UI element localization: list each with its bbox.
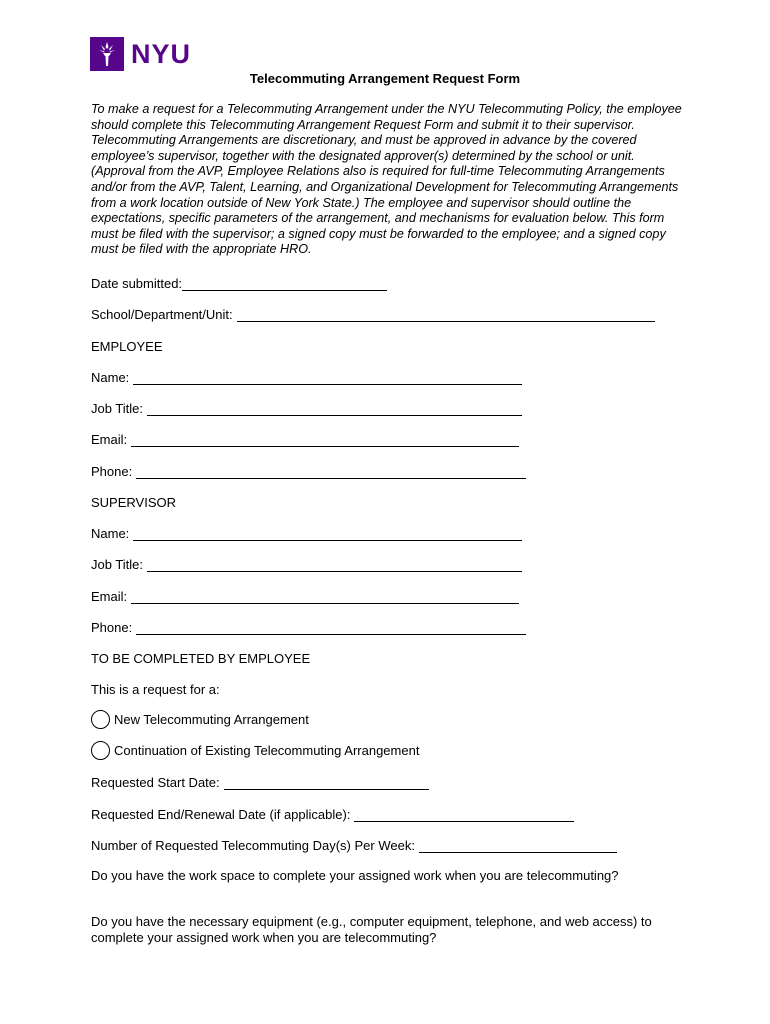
school-label: School/Department/Unit: xyxy=(91,307,233,322)
supervisor-phone-row xyxy=(91,618,526,635)
form-title: Telecommuting Arrangement Request Form xyxy=(249,71,521,86)
employee-name-label: Name: xyxy=(91,370,130,385)
supervisor-phone-field[interactable] xyxy=(136,621,526,635)
employee-phone-field[interactable] xyxy=(136,465,526,479)
supervisor-job-title-label: Job Title: xyxy=(91,557,144,572)
employee-email-row xyxy=(91,430,519,447)
school-field[interactable] xyxy=(237,308,655,322)
end-date-label: Requested End/Renewal Date (if applicable): xyxy=(91,807,351,822)
supervisor-name-label: Name: xyxy=(91,526,130,541)
continuation-arrangement-radio[interactable] xyxy=(91,741,110,760)
employee-phone-label: Phone: xyxy=(91,464,133,479)
supervisor-job-title-row xyxy=(91,555,522,572)
days-per-week-row xyxy=(91,836,617,853)
employee-job-title-label: Job Title: xyxy=(91,401,144,416)
employee-name-row xyxy=(91,368,522,385)
supervisor-heading: SUPERVISOR xyxy=(91,495,177,510)
supervisor-email-label: Email: xyxy=(91,589,128,604)
employee-name-field[interactable] xyxy=(133,371,522,385)
new-arrangement-radio[interactable] xyxy=(91,710,110,729)
continuation-arrangement-label: Continuation of Existing Telecommuting Arrangement xyxy=(114,743,420,758)
supervisor-phone-label: Phone: xyxy=(91,620,133,635)
days-per-week-field[interactable] xyxy=(419,839,617,853)
date-submitted-label: Date submitted: xyxy=(91,276,183,291)
nyu-logo xyxy=(90,37,191,71)
employee-email-label: Email: xyxy=(91,432,128,447)
supervisor-email-row xyxy=(91,587,519,604)
days-per-week-label: Number of Requested Telecommuting Day(s) Per Week: xyxy=(91,838,415,853)
date-submitted-row xyxy=(91,274,387,291)
start-date-field[interactable] xyxy=(224,776,429,790)
employee-phone-row xyxy=(91,462,526,479)
torch-icon xyxy=(90,37,124,71)
new-arrangement-label: New Telecommuting Arrangement xyxy=(114,712,309,727)
workspace-question: Do you have the work space to complete your assigned work when you are telecommuting? xyxy=(91,868,619,883)
equipment-question: Do you have the necessary equipment (e.g., computer equipment, telephone, and web access) to complete your assigned work when you are telecommuting? xyxy=(91,914,652,945)
supervisor-email-field[interactable] xyxy=(131,590,519,604)
employee-section-heading: TO BE COMPLETED BY EMPLOYEE xyxy=(91,651,311,666)
employee-job-title-row xyxy=(91,399,522,416)
request-for-label: This is a request for a: xyxy=(91,682,220,697)
date-submitted-field[interactable] xyxy=(182,277,387,291)
intro-paragraph: To make a request for a Telecommuting Arrangement under the NYU Telecommuting Policy, the employee should complete this Telecommuting Arrangement Request Form and submit it to their supervisor. Telecommuting Arrangements are discretionary, and must be approved in advance by the covered employee’s supervisor, together with the designated approver(s) determined by the school or unit. (Approval from the AVP, Employee Relations also is required for full-time Telecommuting Arrangements and/or from the AVP, Talent, Learning, and Organizational Development for Telecommuting Arrangements from a work location outside of New York State.) The employee and supervisor should outline the expectations, specific parameters of the arrangement, and mechanisms for evaluation below. This form must be filed with the supervisor; a signed copy must be forwarded to the employee; and a signed copy must be filed with the appropriate HRO. xyxy=(91,102,682,257)
logo-wordmark: NYU xyxy=(131,39,192,69)
school-row xyxy=(91,305,655,322)
employee-heading: EMPLOYEE xyxy=(91,339,163,354)
employee-email-field[interactable] xyxy=(131,433,519,447)
end-date-field[interactable] xyxy=(354,808,574,822)
employee-job-title-field[interactable] xyxy=(147,402,522,416)
supervisor-name-row xyxy=(91,524,522,541)
start-date-label: Requested Start Date: xyxy=(91,775,220,790)
supervisor-job-title-field[interactable] xyxy=(147,558,522,572)
supervisor-name-field[interactable] xyxy=(133,527,522,541)
start-date-row xyxy=(91,773,429,790)
end-date-row xyxy=(91,805,574,822)
